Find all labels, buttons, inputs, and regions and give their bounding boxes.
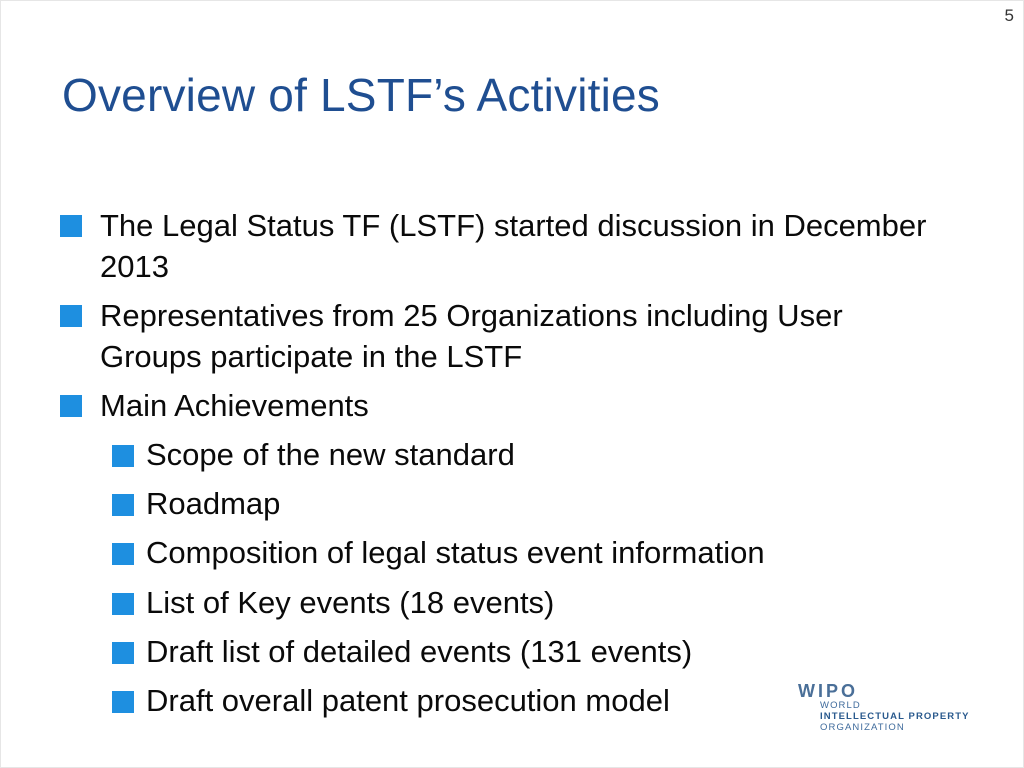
bullet-item xyxy=(100,205,940,287)
bullet-text: Representatives from 25 Organizations including User Groups participate in the LSTF xyxy=(100,298,843,374)
bullet-square-icon xyxy=(60,305,82,327)
bullet-text: The Legal Status TF (LSTF) started discussion in December 2013 xyxy=(100,208,927,284)
sub-bullet-text: Composition of legal status event information xyxy=(146,535,765,570)
logo-line-ip: INTELLECTUAL PROPERTY xyxy=(820,711,970,722)
slide-title: Overview of LSTF’s Activities xyxy=(62,69,661,121)
bullet-item xyxy=(100,295,940,377)
sub-bullet-text: Scope of the new standard xyxy=(146,437,515,472)
sub-bullet-item xyxy=(146,680,846,721)
bullet-square-icon xyxy=(112,494,134,516)
logo-line-org: ORGANIZATION xyxy=(820,722,905,733)
sub-bullet-text: Roadmap xyxy=(146,486,281,521)
sub-bullet-text: Draft overall patent prosecution model xyxy=(146,683,670,718)
bullet-text: Main Achievements xyxy=(100,388,369,423)
sub-bullet-text: Draft list of detailed events (131 events) xyxy=(146,634,693,669)
sub-bullet-item xyxy=(146,483,846,524)
bullet-square-icon xyxy=(112,593,134,615)
sub-bullet-text: List of Key events (18 events) xyxy=(146,585,555,620)
page-number: 5 xyxy=(1004,6,1014,25)
bullet-square-icon xyxy=(112,691,134,713)
sub-bullet-item xyxy=(146,434,846,475)
wipo-logo xyxy=(798,682,998,733)
bullet-square-icon xyxy=(112,445,134,467)
bullet-item xyxy=(100,385,940,426)
bullet-square-icon xyxy=(112,642,134,664)
bullet-square-icon xyxy=(112,543,134,565)
sub-bullet-item xyxy=(146,631,846,672)
logo-line-world: WORLD xyxy=(820,700,861,711)
bullet-square-icon xyxy=(60,395,82,417)
sub-bullet-item xyxy=(146,532,846,573)
sub-bullet-item xyxy=(146,582,846,623)
logo-name: WIPO xyxy=(798,681,858,701)
bullet-square-icon xyxy=(60,215,82,237)
